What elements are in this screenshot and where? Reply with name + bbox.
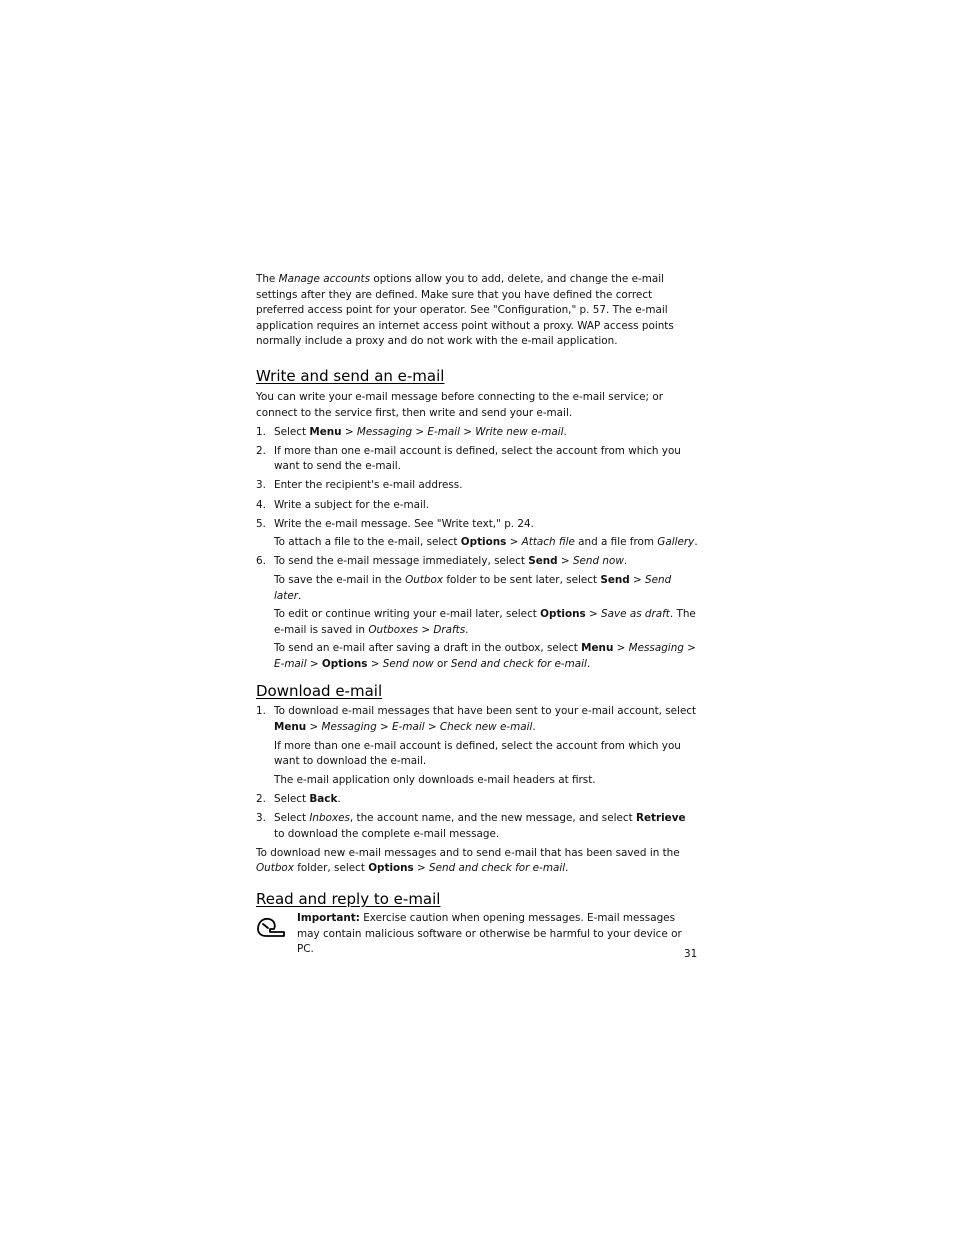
text-run: > <box>306 721 322 734</box>
italic-term: Send and check for e-mail <box>429 862 566 875</box>
text-run: Write the e-mail message. See "Write text," p. 24. <box>274 517 534 530</box>
step-item <box>256 811 698 842</box>
text-run: To edit or continue writing your e-mail later, select <box>274 608 541 621</box>
download-closing-paragraph <box>256 846 698 877</box>
text-run: . <box>337 792 341 805</box>
step-text <box>274 478 698 494</box>
bold-term: Retrieve <box>635 812 686 825</box>
italic-term: Attach file <box>521 536 575 549</box>
text-run: > <box>683 642 696 655</box>
step-number: 1. <box>256 425 266 438</box>
read-section-heading: Read and reply to e-mail <box>256 889 441 908</box>
download-section-heading: Download e-mail <box>256 682 383 701</box>
bold-term: Back <box>309 792 338 805</box>
italic-term: Manage accounts <box>278 273 371 285</box>
italic-term: Outbox <box>405 573 444 586</box>
text-run: . The e-mail is saved in <box>274 608 696 636</box>
text-run: If more than one e-mail account is defined, select the account from which you want to download the e-mail. <box>274 739 681 768</box>
text-run: , the account name, and the new message, and select <box>349 812 636 825</box>
italic-term: Send later <box>274 573 672 602</box>
step-subparagraph <box>256 607 698 638</box>
step-number: 3. <box>256 479 266 492</box>
italic-term: Outbox <box>256 862 294 875</box>
text-run: to download the complete e-mail message. <box>274 827 500 840</box>
text-run: > <box>557 555 573 568</box>
text-run: . <box>586 657 591 670</box>
step-item <box>256 704 698 735</box>
text-run: > <box>459 425 476 438</box>
intro-paragraph <box>256 272 698 350</box>
step-subparagraph <box>256 573 698 604</box>
text-run: > <box>412 425 428 438</box>
step-text <box>274 811 698 842</box>
page-number: 31 <box>684 948 698 960</box>
italic-term: Outboxes <box>368 623 419 636</box>
text-run: > <box>306 657 322 670</box>
step-item <box>256 498 698 514</box>
step-text <box>274 554 698 570</box>
text-run: To download e-mail messages that have been sent to your e-mail account, select <box>274 705 697 718</box>
step-text <box>274 704 698 735</box>
italic-term: Save as draft <box>601 608 670 621</box>
step-subparagraph <box>256 739 698 770</box>
text-run: . <box>563 425 567 438</box>
italic-term: Gallery <box>657 536 695 549</box>
text-run: . <box>694 536 698 549</box>
bold-term: Important: <box>297 911 360 924</box>
step-text <box>274 517 698 533</box>
text-run: and a file from <box>574 536 658 549</box>
important-notice <box>256 911 698 958</box>
step-number: 3. <box>256 812 266 825</box>
italic-term: Drafts <box>433 623 466 636</box>
bold-term: Menu <box>581 642 614 655</box>
italic-term: E-mail <box>274 657 307 670</box>
text-run: . <box>298 589 302 602</box>
step-item <box>256 425 698 441</box>
italic-term: Check new e-mail <box>439 721 533 734</box>
step-subparagraph <box>256 641 698 672</box>
step-text <box>274 444 698 475</box>
italic-term: Messaging <box>628 642 684 655</box>
step-item <box>256 478 698 494</box>
step-item <box>256 792 698 808</box>
italic-term: Messaging <box>356 425 413 438</box>
important-hand-icon <box>256 916 286 938</box>
step-number: 2. <box>256 444 266 457</box>
bold-term: Options <box>460 536 507 549</box>
step-text <box>274 425 698 441</box>
step-item <box>256 517 698 533</box>
bold-term: Options <box>321 657 368 670</box>
text-run: > <box>376 721 393 734</box>
bold-term: Menu <box>274 721 307 734</box>
text-run: . <box>565 862 569 875</box>
text-run: To download new e-mail messages and to send e-mail that has been saved in the <box>256 846 680 859</box>
italic-term: Send and check for e-mail <box>450 657 587 670</box>
write-section-heading: Write and send an e-mail <box>256 366 445 385</box>
text-run: > <box>413 862 430 875</box>
step-number: 1. <box>256 705 266 718</box>
italic-term: Send now <box>572 555 624 568</box>
text-run: > <box>367 657 383 670</box>
write-intro-paragraph <box>256 390 698 421</box>
step-number: 4. <box>256 498 266 511</box>
write-steps-list <box>256 425 698 673</box>
text-run: > <box>506 536 522 549</box>
italic-term: E-mail <box>427 425 460 438</box>
step-item <box>256 444 698 475</box>
bold-term: Options <box>540 608 586 621</box>
text-run: Select <box>274 812 310 825</box>
text-run: The <box>256 273 279 285</box>
step-number: 2. <box>256 792 266 805</box>
text-run: To send an e-mail after saving a draft in the outbox, select <box>274 642 582 655</box>
text-run: The e-mail application only downloads e-mail headers at first. <box>274 773 596 786</box>
text-run: options allow you to add, delete, and change the e-mail settings after they are defined. Make sure that you have defined the correct preferred access point for your operator. See "Configuration," p. 57. The e-mail application requires an internet access point without a proxy. WAP access points normally include a proxy and do not work with the e-mail application. <box>256 273 674 348</box>
text-run: or <box>433 657 451 670</box>
text-run: Write a subject for the e-mail. <box>274 498 430 511</box>
bold-term: Options <box>368 862 414 875</box>
text-run: > <box>613 642 629 655</box>
text-run: To save the e-mail in the <box>274 573 406 586</box>
text-run: You can write your e-mail message before connecting to the e-mail service; or connect to the service first, then write and send your e-mail. <box>256 390 663 419</box>
text-run: > <box>341 425 357 438</box>
text-run: Enter the recipient's e-mail address. <box>274 479 463 492</box>
text-run: . <box>623 555 628 568</box>
italic-term: E-mail <box>392 721 425 734</box>
text-run: > <box>424 721 440 734</box>
step-subparagraph <box>256 773 698 789</box>
italic-term: Write new e-mail <box>475 425 564 438</box>
italic-term: Send now <box>382 657 434 670</box>
text-run: > <box>629 573 646 586</box>
step-item <box>256 554 698 570</box>
important-notice-text <box>297 911 698 958</box>
text-run: folder to be sent later, select <box>443 573 601 586</box>
text-run: folder, select <box>293 862 369 875</box>
text-run: Exercise caution when opening messages. E-mail messages may contain malicious software or otherwise be harmful to your device or PC. <box>297 911 682 956</box>
italic-term: Inboxes <box>309 812 350 825</box>
step-number: 5. <box>256 517 266 530</box>
bold-term: Menu <box>309 425 342 438</box>
text-run: > <box>585 608 602 621</box>
page-content <box>256 272 698 958</box>
text-run: > <box>418 623 434 636</box>
text-run: . <box>465 623 469 636</box>
text-run: To send the e-mail message immediately, select <box>274 555 529 568</box>
italic-term: Messaging <box>321 721 377 734</box>
text-run: . <box>532 721 536 734</box>
text-run: To attach a file to the e-mail, select <box>274 536 461 549</box>
text-run: If more than one e-mail account is defined, select the account from which you want to send the e-mail. <box>274 444 681 473</box>
text-run: Select <box>274 425 310 438</box>
step-number: 6. <box>256 555 266 568</box>
text-run: Select <box>274 792 310 805</box>
bold-term: Send <box>600 573 630 586</box>
bold-term: Send <box>528 555 558 568</box>
download-steps-list <box>256 704 698 842</box>
step-text <box>274 792 698 808</box>
step-subparagraph <box>256 535 698 551</box>
step-text <box>274 498 698 514</box>
